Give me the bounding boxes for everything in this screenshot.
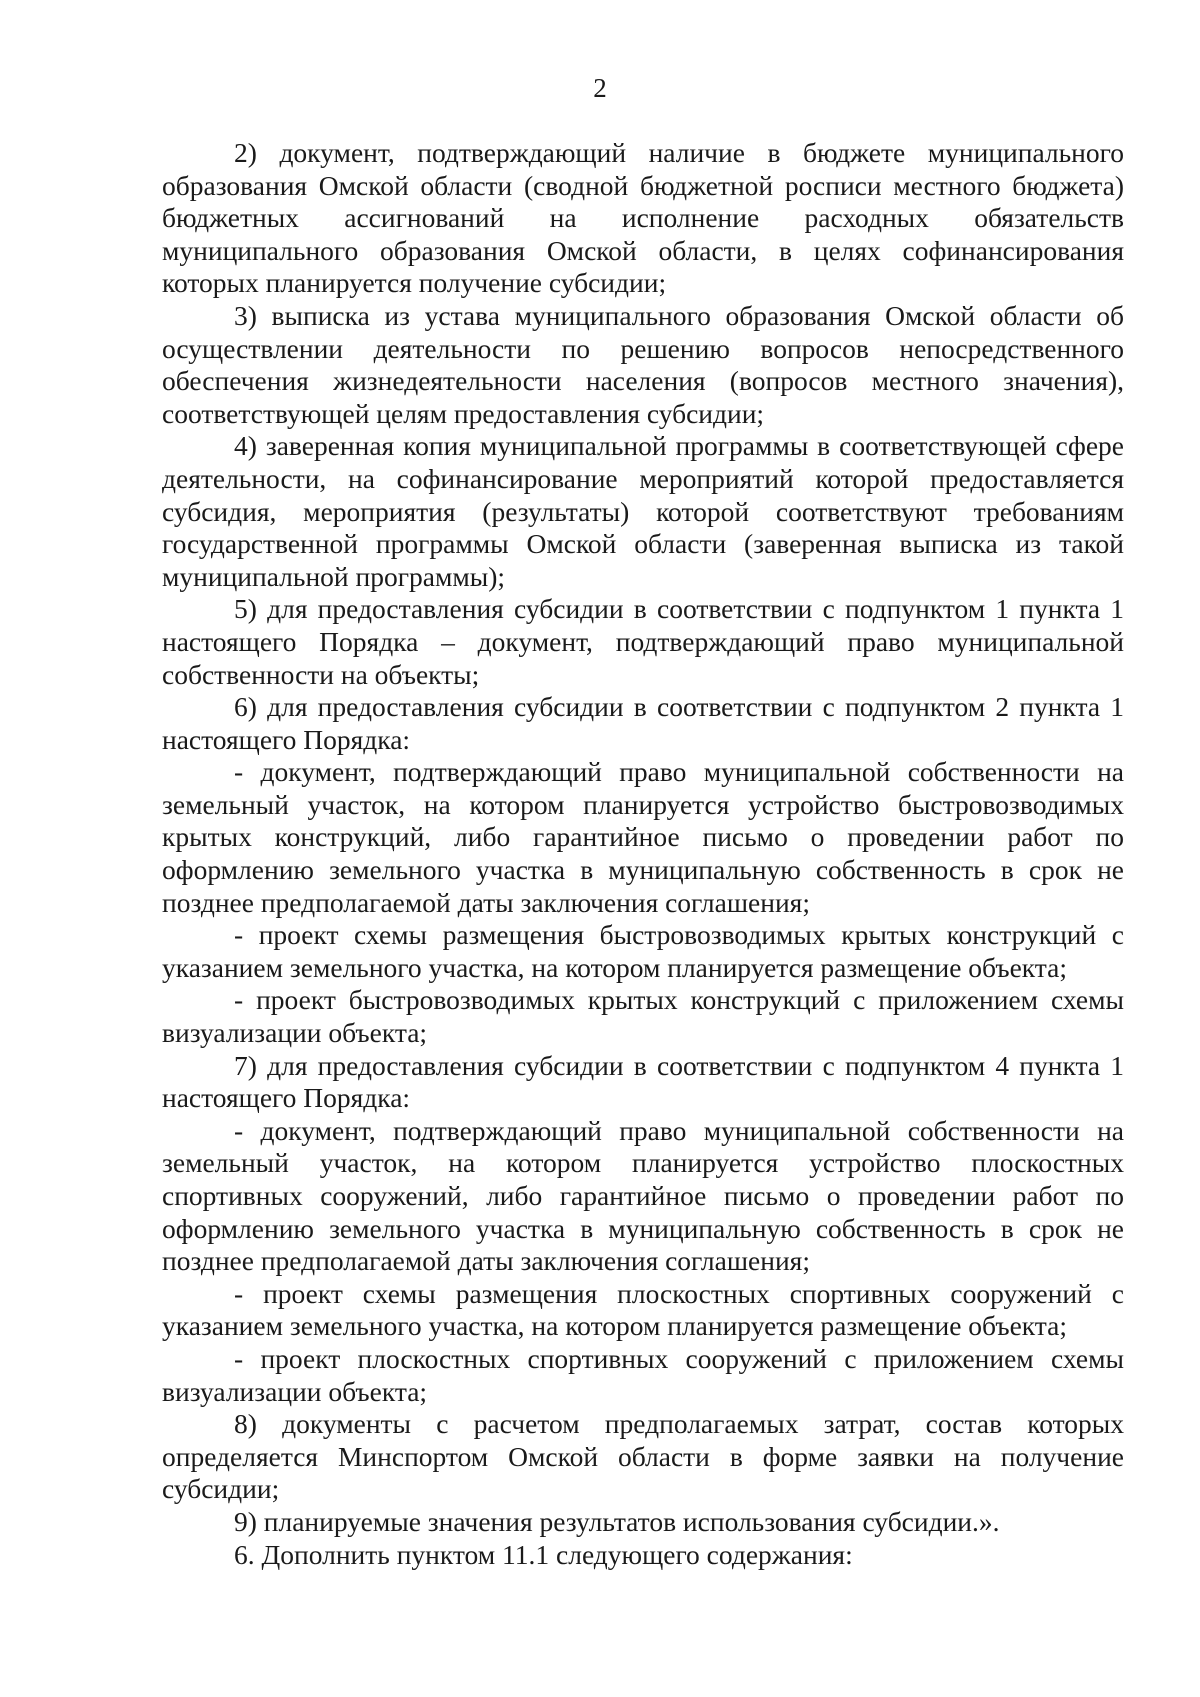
paragraph-item-3: 3) выписка из устава муниципального образования Омской области об осуществлении деятельности по решению вопросов непосредственного обеспечения жизнедеятельности населения (вопросов местного значения), соответствующей целям предоставления субсидии; [162, 299, 1124, 429]
paragraph-item-6-sub-2: - проект схемы размещения быстровозводимых крытых конструкций с указанием земельного участка, на котором планируется размещение объекта; [162, 919, 1124, 983]
paragraph-item-4: 4) заверенная копия муниципальной программы в соответствующей сфере деятельности, на софинансирование мероприятий которой предоставляется субсидия, мероприятия (результаты) которой соответствуют требованиям государственной программы Омской области (заверенная выписка из такой муниципальной программы); [162, 430, 1124, 592]
paragraph-item-6-sub-3: - проект быстровозводимых крытых конструкций с приложением схемы визуализации объекта; [162, 984, 1124, 1049]
paragraph-item-6: 6) для предоставления субсидии в соответствии с подпунктом 2 пункта 1 настоящего Порядка: [162, 691, 1124, 755]
paragraph-item-9: 9) планируемые значения результатов использования субсидии.». [234, 1505, 1000, 1537]
paragraph-item-7-sub-1: - документ, подтверждающий право муниципальной собственности на земельный участок, на котором планируется устройство плоскостных спортивных сооружений, либо гарантийное письмо о проведении работ по оформлению земельного участка в муниципальную собственность в срок не позднее предполагаемой даты заключения соглашения; [162, 1114, 1124, 1277]
paragraph-item-7-sub-3: - проект плоскостных спортивных сооружений с приложением схемы визуализации объекта; [162, 1342, 1124, 1407]
paragraph-item-6-sub-1: - документ, подтверждающий право муниципальной собственности на земельный участок, на котором планируется устройство быстровозводимых крытых конструкций, либо гарантийное письмо о проведении работ по оформлению земельного участка в муниципальную собственность в срок не позднее предполагаемой даты заключения соглашения; [162, 756, 1124, 918]
paragraph-item-7: 7) для предоставления субсидии в соответствии с подпунктом 4 пункта 1 настоящего Порядка: [162, 1049, 1124, 1114]
document-body [162, 137, 1124, 1571]
page-number: 2 [593, 73, 607, 103]
paragraph-item-7-sub-2: - проект схемы размещения плоскостных спортивных сооружений с указанием земельного участка, на котором планируется размещение объекта; [162, 1277, 1124, 1342]
paragraph-item-2: 2) документ, подтверждающий наличие в бюджете муниципального образования Омской области (сводной бюджетной росписи местного бюджета) бюджетных ассигнований на исполнение расходных обязательств муниципального образования Омской области, в целях софинансирования которых планируется получение субсидии; [162, 137, 1124, 299]
paragraph-item-8: 8) документы с расчетом предполагаемых затрат, состав которых определяется Минспортом Омской области в форме заявки на получение субсидии; [162, 1408, 1124, 1505]
paragraph-item-5: 5) для предоставления субсидии в соответствии с подпунктом 1 пункта 1 настоящего Порядка – документ, подтверждающий право муниципальной собственности на объекты; [162, 593, 1124, 690]
paragraph-section-6: 6. Дополнить пунктом 11.1 следующего содержания: [234, 1538, 853, 1570]
